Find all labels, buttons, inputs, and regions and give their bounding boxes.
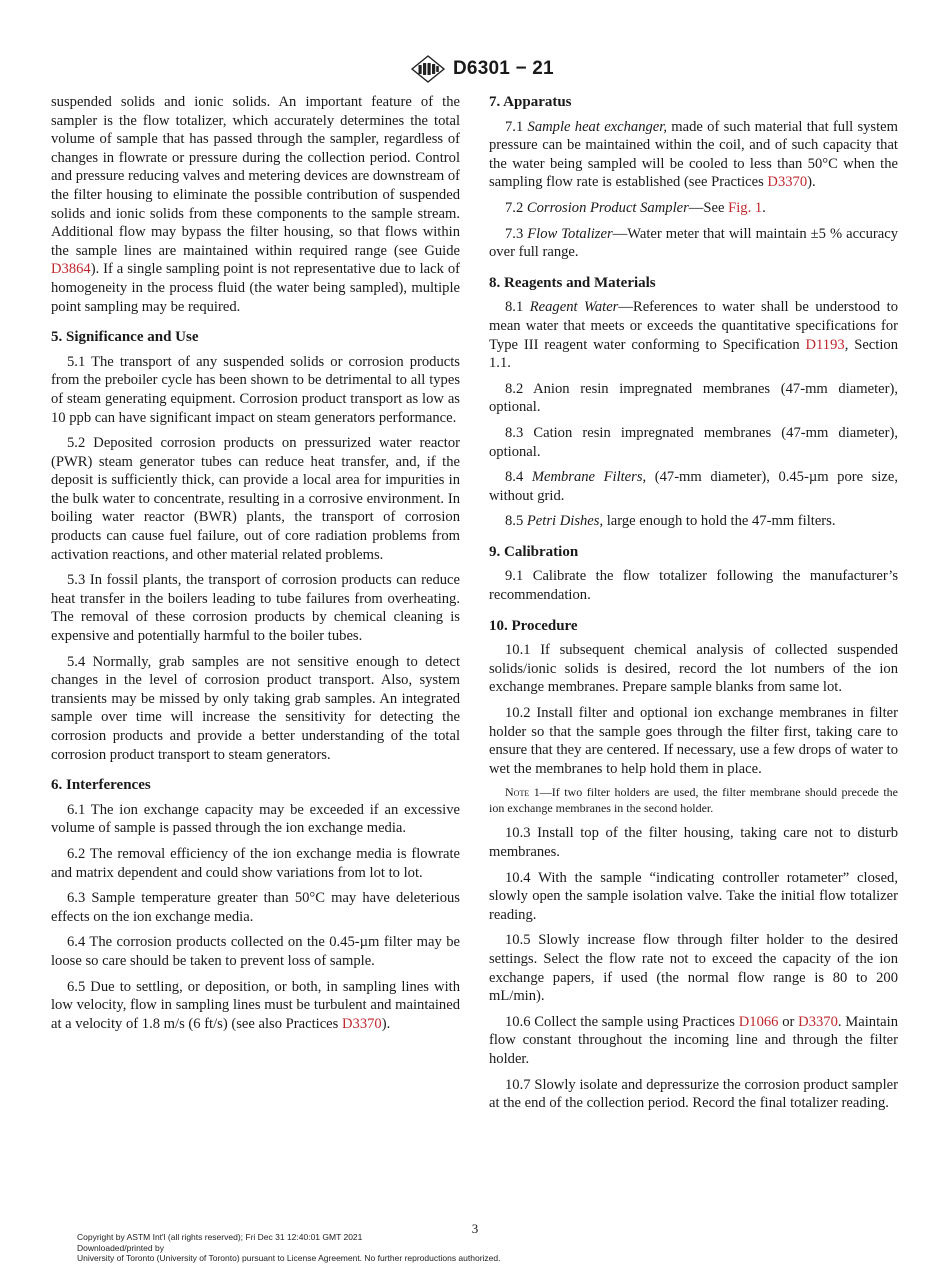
copyright-footer	[77, 1232, 501, 1264]
section4-continuation: suspended solids and ionic solids. An important feature of the sampler is the flow totalizer, which accurately determines the total volume of sample that has passed through the sampler, regardless of changes in flowrate or pressure during the collection period. Control and pressure reducing valves and metering devices are downstream of the filter housing to eliminate the possible contribution of suspended solids and ionic solids from these components to the sample stream. Additional flow may bypass the filter housing, so that flows within the sample lines are maintained within required range (see Guide D3864). If a single sampling point is not representative due to lack of homogeneity in the process fluid (the water being sampled), multiple point sampling may be required.	[51, 94, 460, 315]
paragraph-7-1: 7.1 Sample heat exchanger, made of such material that full system pressure can be maintained within the coil, and of such capacity that the water being sampled will be cooled to less than 50°C when the sampling flow rate is established (see Practices D3370).	[489, 118, 898, 191]
section-heading-7: 7. Apparatus	[489, 94, 572, 110]
paragraph-6-1: 6.1 The ion exchange capacity may be exceeded if an excessive volume of sample is passed through the ion exchange media.	[51, 801, 460, 837]
footer-copyright-line: Copyright by ASTM Int'l (all rights reserved); Fri Dec 31 12:40:01 GMT 2021	[77, 1232, 363, 1242]
paragraph-10-5: 10.5 Slowly increase flow through filter holder to the desired settings. Select the flow rate not to exceed the capacity of the ion exchange papers, if used (the normal flow range is 80 to 200 mL/min).	[489, 932, 898, 1005]
link-fig-1[interactable]: Fig. 1	[728, 199, 763, 216]
paragraph-10-7: 10.7 Slowly isolate and depressurize the corrosion product sampler at the end of the collection period. Record the final totalizer reading.	[489, 1076, 898, 1112]
section-heading-5: 5. Significance and Use	[51, 329, 199, 346]
section-heading-9: 9. Calibration	[489, 543, 579, 560]
section-heading-8: 8. Reagents and Materials	[489, 274, 656, 291]
paragraph-8-4: 8.4 Membrane Filters, (47-mm diameter), 0.45-µm pore size, without grid.	[489, 469, 899, 504]
document-designation: D6301 − 21	[453, 58, 554, 79]
footer-downloaded-line: Downloaded/printed by	[77, 1242, 164, 1253]
note-1: Note 1—If two filter holders are used, the filter membrane should precede the ion exchange membranes in the second holder.	[489, 785, 899, 815]
link-d3370[interactable]: D3370	[767, 174, 808, 191]
section-heading-10: 10. Procedure	[489, 617, 578, 634]
section-heading-6: 6. Interferences	[51, 777, 151, 794]
paragraph-10-6: 10.6 Collect the sample using Practices D1066 or D3370. Maintain flow constant throughout the incoming line and through the filter holder.	[489, 1013, 898, 1067]
astm-logo-icon	[408, 54, 448, 84]
paragraph-9-1: 9.1 Calibrate the flow totalizer following the manufacturer’s recommendation.	[489, 568, 898, 604]
paragraph-6-2: 6.2 The removal efficiency of the ion exchange media is flowrate and matrix dependent and could show variations from lot to lot.	[51, 845, 460, 881]
paragraph-6-5: 6.5 Due to settling, or deposition, or both, in sampling lines with low velocity, flow in sampling lines must be turbulent and maintained at a velocity of 1.8 m/s (6 ft/s) (see also Practices D3370).	[51, 978, 460, 1032]
right-column	[489, 93, 898, 1120]
paragraph-8-3: 8.3 Cation resin impregnated membranes (47-mm diameter), optional.	[489, 424, 898, 460]
paragraph-8-1: 8.1 Reagent Water—References to water shall be understood to mean water that meets or exceeds the quantitative specifications for Type III reagent water conforming to Specification D1193, Section 1.1.	[489, 299, 899, 372]
paragraph-5-3: 5.3 In fossil plants, the transport of corrosion products can reduce heat transfer in the boilers leading to tube failures from overheating. The removal of these corrosion products by chemical cleaning is expensive and potentially harmful to the boiler tubes.	[51, 572, 460, 645]
page-number: 3	[471, 1221, 479, 1236]
paragraph-5-1: 5.1 The transport of any suspended solids or corrosion products from the preboiler cycle has been shown to be detrimental to all types of steam generating equipment. Corrosion product transport as low as 10 ppb can have significant impact on steam generators performance.	[51, 353, 460, 426]
link-d3370[interactable]: D3370	[341, 1015, 382, 1032]
link-d3864[interactable]: D3864	[51, 261, 91, 278]
paragraph-7-2: 7.2 Corrosion Product Sampler—See Fig. 1.	[505, 199, 766, 216]
paragraph-6-4: 6.4 The corrosion products collected on the 0.45-µm filter may be loose so care should be taken to prevent loss of sample.	[51, 934, 460, 969]
paragraph-10-3: 10.3 Install top of the filter housing, taking care not to disturb membranes.	[489, 825, 898, 860]
left-column	[51, 93, 460, 1040]
link-d1066[interactable]: D1066	[738, 1013, 779, 1030]
page-header	[0, 54, 950, 88]
paragraph-7-3: 7.3 Flow Totalizer—Water meter that will maintain ±5 % accuracy over full range.	[489, 225, 898, 261]
footer-license-line: University of Toronto (University of Toronto) pursuant to License Agreement. No further reproductions authorized.	[77, 1253, 501, 1263]
link-d1193[interactable]: D1193	[805, 336, 845, 353]
paragraph-10-1: 10.1 If subsequent chemical analysis of collected suspended solids/ionic solids is desired, record the lot numbers of the ion exchange membranes. Prepare sample blanks from same lot.	[489, 642, 898, 696]
paragraph-8-2: 8.2 Anion resin impregnated membranes (47-mm diameter), optional.	[489, 380, 898, 416]
paragraph-6-3: 6.3 Sample temperature greater than 50°C may have deleterious effects on the ion exchange media.	[51, 890, 460, 925]
paragraph-5-2: 5.2 Deposited corrosion products on pressurized water reactor (PWR) steam generator tubes can reduce heat transfer, and, if the deposit is sufficiently thick, can provide a local area for impurities in the bulk water to concentrate, resulting in a corrosive environment. In boiling water reactor (BWR) plants, the transport of corrosion products can cause fuel failure, out of core radiation problems from activation reactions, and other material related problems.	[51, 435, 460, 563]
link-d3370[interactable]: D3370	[798, 1013, 838, 1030]
paragraph-5-4: 5.4 Normally, grab samples are not sensitive enough to detect changes in the level of corrosion product transport. Also, system transients may be missed by only taking grab samples. An integrated sample over time will increase the sensitivity for detecting the corrosion products and provide a better understanding of the total corrosion product transport to steam generators.	[51, 653, 460, 763]
paragraph-10-4: 10.4 With the sample “indicating controller rotameter” closed, slowly open the sample isolation valve. Take the initial flow totalizer reading.	[489, 869, 898, 923]
paragraph-8-5: 8.5 Petri Dishes, large enough to hold the 47-mm filters.	[505, 513, 836, 530]
paragraph-10-2: 10.2 Install filter and optional ion exchange membranes in filter holder so that the sample goes through the filter first, taking care to ensure that they are centered. If necessary, use a few drops of water to wet the membranes to help hold them in place.	[489, 705, 898, 777]
